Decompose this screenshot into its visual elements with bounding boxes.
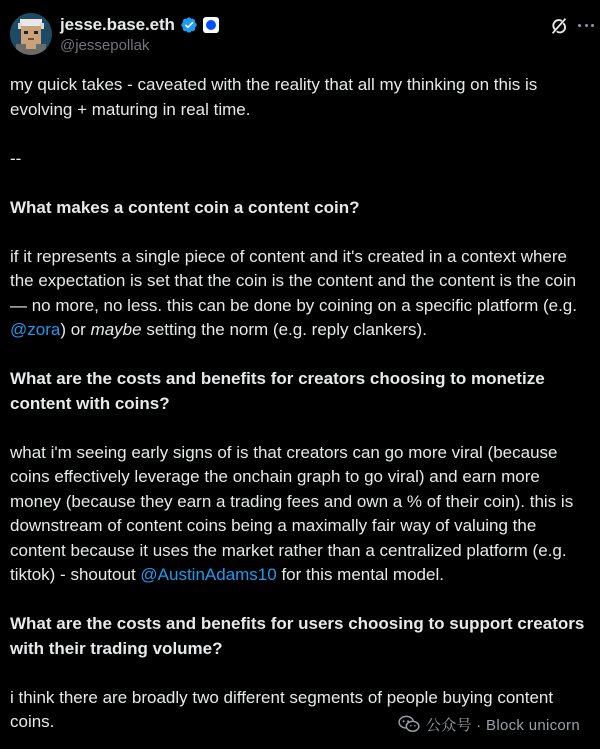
answer-2-text-b: for this mental model. <box>276 565 444 584</box>
verified-badge-icon <box>180 16 198 34</box>
answer-1-text-c: setting the norm (e.g. reply clankers). <box>141 320 427 339</box>
answer-1-italic: maybe <box>90 320 142 339</box>
watermark <box>398 711 580 737</box>
answer-1-text-a: if it represents a single piece of content and it's created in a context where the expectation is set that the coin is the content and the content is the coin — no more, no less. this can be done by coining on a specific platform (e.g. <box>10 246 577 315</box>
grok-icon[interactable] <box>548 15 570 37</box>
answer-1 <box>10 245 590 343</box>
wechat-icon <box>398 715 420 733</box>
separator: -- <box>10 148 22 168</box>
tweet-paragraph-intro: my quick takes - caveated with the reality that all my thinking on this is evolving + maturing in real time. <box>10 75 538 119</box>
question-3: What are the costs and benefits for users choosing to support creators with their trading volume? <box>10 614 585 658</box>
mention-austinadams-link[interactable]: @AustinAdams10 <box>140 565 277 584</box>
user-handle[interactable]: @jessepollak <box>60 37 150 54</box>
question-2: What are the costs and benefits for creators choosing to monetize content with coins? <box>10 369 545 413</box>
display-name[interactable]: jesse.base.eth <box>60 15 175 34</box>
base-affiliate-icon[interactable] <box>203 17 219 33</box>
more-dots-icon[interactable] <box>578 22 594 28</box>
avatar[interactable] <box>10 13 52 55</box>
answer-2 <box>10 441 590 588</box>
answer-1-text-b: ) or <box>60 320 91 339</box>
avatar-image <box>10 13 52 55</box>
mention-zora-link[interactable]: @zora <box>10 320 61 339</box>
question-1: What makes a content coin a content coin? <box>10 197 360 217</box>
tweet-header <box>0 0 600 64</box>
answer-3: i think there are broadly two different segments of people buying content coins. <box>10 687 554 731</box>
answer-2-text-a: what i'm seeing early signs of is that creators can go more viral (because coins effectively leverage the onchain graph to go viral) and earn more money (because they earn a trading fees and own a % of their coin). this is downstream of content coins being a maximally fair way of valuing the content because it uses the market rather than a centralized platform (e.g. tiktok) - shoutout <box>10 442 574 584</box>
name-row <box>60 14 219 36</box>
watermark-text: 公众号 · Block unicorn <box>425 716 580 734</box>
tweet-body <box>10 73 590 735</box>
